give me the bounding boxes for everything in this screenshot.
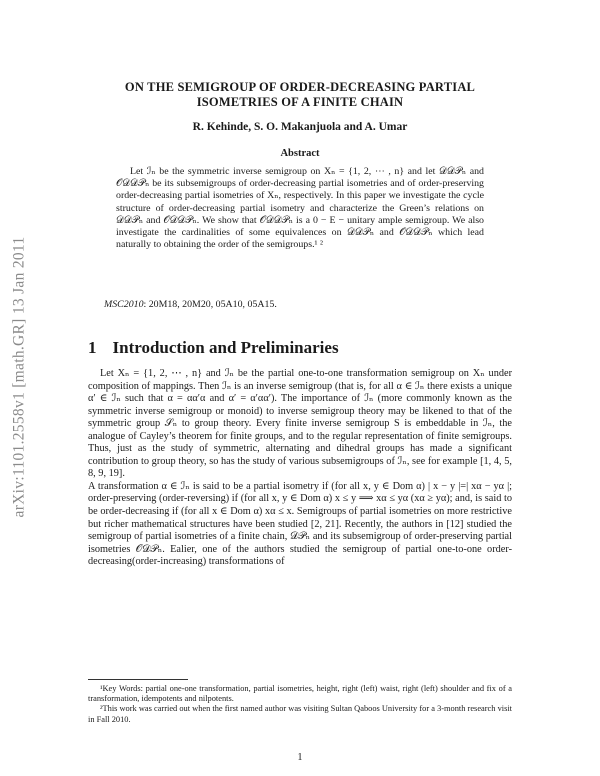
- abstract-heading: Abstract: [280, 148, 320, 159]
- body-text: [88, 368, 512, 569]
- body-paragraph-1: Let Xₙ = {1, 2, ⋯ , n} and ℐₙ be the partial one-to-one transformation semigroup on Xₙ under composition of mappings. Then ℐₙ is an inverse semigroup (that is, for all α ∈ ℐₙ there exists a unique α′ ∈ ℐₙ such that α = αα′α and α′ = α′αα′). The importance of ℐₙ (more commonly known as the symmetric inverse semigroup or monoid) to inverse semigroup theory may be likened to that of the symmetric group 𝒮ₙ to group theory. Every finite inverse semigroup S is embeddable in ℐₙ, the analogue of Cayley’s theorem for finite groups, and to the regular representation of finite semigroups. Thus, just as the study of symmetric, alternating and dihedral groups has made a significant contribution to group theory, so has the study of various subsemigroups of ℐₙ, see for example [1, 4, 5, 8, 9, 19].: [88, 368, 512, 480]
- arxiv-identifier-text: arXiv:1101.2558v1 [math.GR] 13 Jan 2011: [10, 236, 27, 518]
- section-heading: [88, 338, 339, 358]
- paper-title: [60, 80, 540, 110]
- author-list: R. Kehinde, S. O. Makanjuola and A. Umar: [192, 121, 408, 133]
- footnote-rule: [88, 679, 188, 680]
- msc-codes: : 20M18, 20M20, 05A10, 05A15.: [143, 299, 277, 310]
- section-number: 1: [88, 338, 97, 357]
- msc-label: MSC2010: [104, 299, 144, 310]
- msc-classification: [104, 299, 277, 310]
- footnotes: [88, 684, 512, 725]
- abstract-text: Let ℐₙ be the symmetric inverse semigroup on Xₙ = {1, 2, ⋯ , n} and let 𝒟𝒟𝒫ₙ and 𝒪𝒟𝒟𝒫ₙ be its subsemigroups of order-decreasing partial isometries and of order-preserving order-decreasing partial isometries of Xₙ, respectively. In this paper we investigate the cycle structure of order-decreasing partial isometry and characterize the Green’s relations on 𝒟𝒟𝒫ₙ and 𝒪𝒟𝒟𝒫ₙ. We show that 𝒪𝒟𝒟𝒫ₙ is a 0 − E − unitary ample semigroup. We also investigate the cardinalities of some equivalences on 𝒟𝒟𝒫ₙ and 𝒪𝒟𝒟𝒫ₙ which lead naturally to obtaining the order of the semigroups.¹ ²: [116, 166, 484, 251]
- footnote-1: ¹Key Words: partial one-one transformation, partial isometries, height, right (left) waist, right (left) shoulder and fix of a transformation, idempotents and nilpotents.: [88, 684, 512, 704]
- arxiv-identifier-stamp: [4, 186, 34, 568]
- paper-title-line-1: ON THE SEMIGROUP OF ORDER-DECREASING PARTIAL: [124, 80, 476, 94]
- page-number: 1: [297, 752, 303, 763]
- body-paragraph-2: A transformation α ∈ ℐₙ is said to be a partial isometry if (for all x, y ∈ Dom α) | x − y |=| xα − yα |; order-preserving (order-reversing) if (for all x, y ∈ Dom α) x ≤ y ⟹ xα ≤ yα (xα ≥ yα); and, is said to be order-decreasing if (for all x ∈ Dom α) xα ≤ x. Semigroups of partial isometries on more restrictive but richer mathematical structures have been studied [2, 21]. Recently, the authors in [12] studied the semigroup of partial isometries of a finite chain, 𝒟𝒫ₙ and its subsemigroup of order-preserving partial isometries 𝒪𝒟𝒫ₙ. Ealier, one of the authors studied the semigroup of partial one-to-one order-decreasing(order-increasing) transformations of: [88, 480, 512, 568]
- footnote-2: ²This work was carried out when the first named author was visiting Sultan Qaboos University for a 3-month research visit in Fall 2010.: [88, 704, 512, 724]
- paper-title-line-2: ISOMETRIES OF A FINITE CHAIN: [196, 95, 404, 109]
- section-title: Introduction and Preliminaries: [112, 338, 339, 357]
